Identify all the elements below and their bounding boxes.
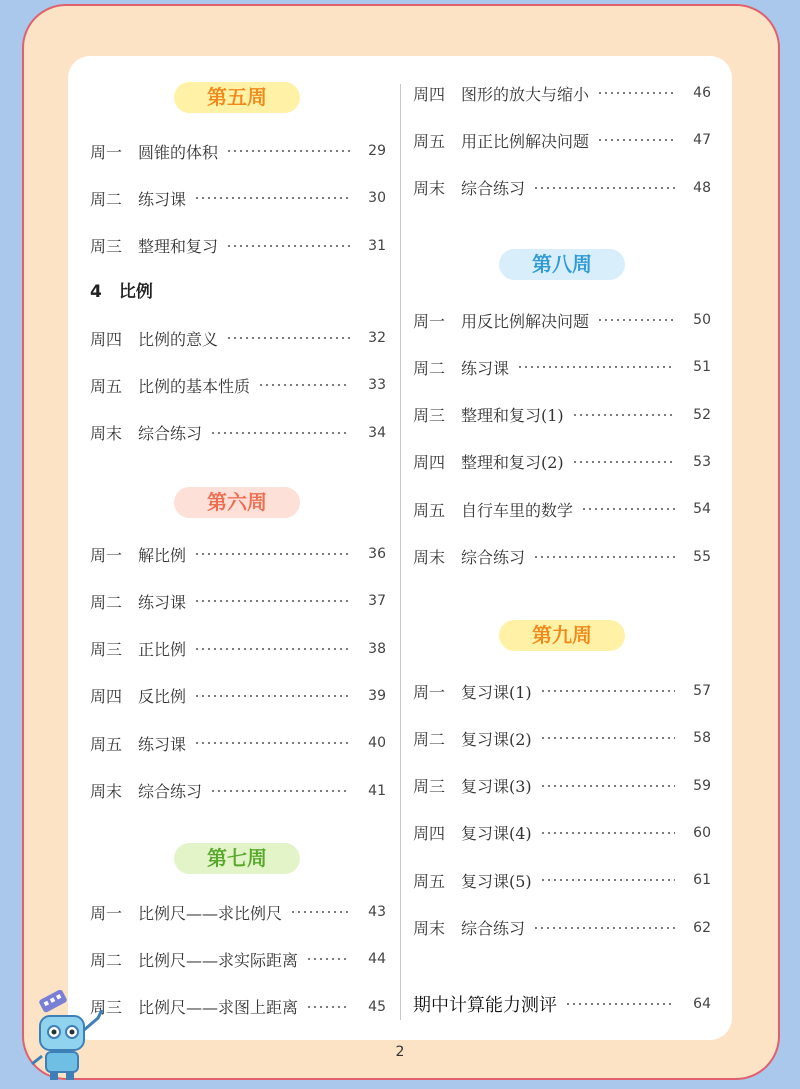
row-topic: 图形的放大与缩小 <box>461 84 590 104</box>
row-page: 45 <box>368 998 386 1015</box>
row-day: 周五 <box>90 376 123 396</box>
row-topic: 比例的意义 <box>138 329 219 349</box>
row-page: 32 <box>368 330 386 346</box>
toc-row[interactable] <box>413 354 711 380</box>
row-day: 周三 <box>90 640 123 660</box>
row-page: 47 <box>693 132 711 149</box>
toc-row[interactable] <box>90 730 386 756</box>
row-topic: 复习课(3) <box>461 777 532 797</box>
row-page: 44 <box>368 951 386 968</box>
toc-row[interactable] <box>90 325 386 351</box>
toc-row[interactable] <box>90 899 386 925</box>
row-day: 周四 <box>90 687 123 707</box>
leader-dots <box>306 958 350 960</box>
row-day: 周末 <box>413 548 446 567</box>
row-day: 周四 <box>413 824 446 844</box>
leader-dots <box>290 911 350 913</box>
row-day: 周末 <box>413 919 446 938</box>
leader-dots <box>597 139 675 141</box>
row-day: 周二 <box>413 729 446 749</box>
leader-dots <box>194 553 350 555</box>
leader-dots <box>581 508 675 510</box>
row-topic: 比例尺——求图上距离 <box>138 998 299 1018</box>
row-page: 64 <box>693 996 711 1012</box>
leader-dots <box>540 879 675 881</box>
row-day: 周三 <box>413 406 446 426</box>
row-topic: 整理和复习(1) <box>461 406 564 426</box>
toc-row[interactable] <box>90 138 386 164</box>
row-page: 40 <box>368 735 386 752</box>
row-page: 58 <box>693 730 711 747</box>
row-topic: 练习课 <box>138 189 187 209</box>
row-page: 38 <box>368 640 386 657</box>
toc-row[interactable] <box>90 372 386 398</box>
row-topic: 用正比例解决问题 <box>461 131 590 151</box>
row-topic: 圆锥的体积 <box>138 142 219 162</box>
row-page: 31 <box>368 237 386 254</box>
toc-row[interactable] <box>413 449 711 475</box>
row-page: 57 <box>693 683 711 699</box>
row-topic: 复习课(4) <box>461 824 532 844</box>
toc-row[interactable] <box>413 915 711 941</box>
row-day: 周一 <box>90 545 123 565</box>
toc-row[interactable] <box>413 725 711 751</box>
row-page: 53 <box>693 453 711 470</box>
week6-badge: 第六周 <box>174 487 300 518</box>
row-day: 周四 <box>413 453 446 473</box>
row-page: 37 <box>368 593 386 610</box>
row-page: 50 <box>693 312 711 328</box>
row-day: 周一 <box>90 142 123 162</box>
toc-row[interactable] <box>90 946 386 972</box>
leader-dots <box>597 92 675 94</box>
row-topic: 期中计算能力测评 <box>413 995 557 1016</box>
leader-dots <box>572 461 675 463</box>
toc-row[interactable] <box>413 175 711 201</box>
leader-dots <box>226 245 350 247</box>
toc-row[interactable] <box>413 402 711 428</box>
row-topic: 综合练习 <box>461 919 526 938</box>
leader-dots <box>517 366 675 368</box>
row-page: 59 <box>693 777 711 794</box>
toc-row[interactable] <box>413 80 711 106</box>
row-day: 周末 <box>90 782 123 801</box>
toc-row[interactable] <box>90 185 386 211</box>
leader-dots <box>540 737 675 739</box>
toc-row[interactable] <box>413 773 711 799</box>
leader-dots <box>572 414 675 416</box>
row-topic: 自行车里的数学 <box>461 500 574 520</box>
unit4-heading: 4 比例 <box>90 282 153 302</box>
leader-dots <box>540 832 675 834</box>
toc-row[interactable] <box>90 420 386 446</box>
row-topic: 复习课(5) <box>461 871 532 891</box>
toc-row[interactable] <box>413 307 711 333</box>
row-day: 周二 <box>90 950 123 970</box>
row-page: 41 <box>368 782 386 799</box>
row-day: 周二 <box>413 358 446 378</box>
leader-dots <box>194 695 350 697</box>
row-page: 39 <box>368 687 386 704</box>
leader-dots <box>533 556 675 558</box>
toc-row[interactable] <box>413 867 711 893</box>
row-topic: 综合练习 <box>461 179 526 199</box>
row-topic: 复习课(2) <box>461 729 532 749</box>
row-page: 36 <box>368 546 386 562</box>
row-page: 54 <box>693 501 711 518</box>
toc-row[interactable] <box>90 778 386 804</box>
row-page: 33 <box>368 377 386 394</box>
row-topic: 复习课(1) <box>461 682 532 702</box>
row-topic: 综合练习 <box>138 782 203 801</box>
row-day: 周二 <box>90 189 123 209</box>
row-topic: 正比例 <box>138 640 187 660</box>
toc-row[interactable] <box>413 127 711 153</box>
week7-badge: 第七周 <box>174 843 300 874</box>
leader-dots <box>306 1006 350 1008</box>
leader-dots <box>194 648 350 650</box>
row-day: 周三 <box>413 777 446 797</box>
row-topic: 综合练习 <box>461 548 526 567</box>
week8-badge: 第八周 <box>499 249 625 280</box>
row-day: 周五 <box>413 500 446 520</box>
leader-dots <box>226 150 350 152</box>
row-day: 周一 <box>413 682 446 702</box>
row-page: 61 <box>693 872 711 889</box>
leader-dots <box>258 384 350 386</box>
toc-row[interactable] <box>413 496 711 522</box>
week5-badge: 第五周 <box>174 82 300 113</box>
week9-badge: 第九周 <box>499 620 625 651</box>
row-page: 46 <box>693 85 711 101</box>
toc-row[interactable] <box>90 233 386 259</box>
row-topic: 练习课 <box>138 734 187 754</box>
row-page: 29 <box>368 143 386 159</box>
toc-row[interactable] <box>413 678 711 704</box>
row-topic: 整理和复习(2) <box>461 453 564 473</box>
row-day: 周末 <box>413 179 446 199</box>
row-topic: 比例尺——求实际距离 <box>138 950 299 970</box>
row-day: 周三 <box>90 237 123 257</box>
row-day: 周四 <box>90 329 123 349</box>
row-topic: 整理和复习 <box>138 237 219 257</box>
leader-dots <box>533 927 675 929</box>
row-page: 52 <box>693 406 711 423</box>
leader-dots <box>210 790 350 792</box>
row-day: 周二 <box>90 592 123 612</box>
row-topic: 练习课 <box>461 358 510 378</box>
toc-row[interactable] <box>90 994 386 1020</box>
row-page: 55 <box>693 548 711 565</box>
leader-dots <box>226 337 350 339</box>
row-page: 62 <box>693 919 711 936</box>
leader-dots <box>194 742 350 744</box>
midterm-row[interactable] <box>413 991 711 1017</box>
row-day: 周四 <box>413 84 446 104</box>
row-day: 周五 <box>413 871 446 891</box>
toc-row[interactable] <box>413 544 711 570</box>
row-topic: 用反比例解决问题 <box>461 311 590 331</box>
row-topic: 练习课 <box>138 592 187 612</box>
row-page: 43 <box>368 904 386 920</box>
toc-row[interactable] <box>90 588 386 614</box>
leader-dots <box>533 187 675 189</box>
row-page: 30 <box>368 190 386 207</box>
leader-dots <box>597 319 675 321</box>
row-page: 51 <box>693 359 711 376</box>
leader-dots <box>194 600 350 602</box>
row-day: 周三 <box>90 998 123 1018</box>
row-day: 周五 <box>90 734 123 754</box>
leader-dots <box>540 690 675 692</box>
row-day: 周一 <box>413 311 446 331</box>
toc-row[interactable] <box>90 636 386 662</box>
page-number: 2 <box>395 1044 405 1060</box>
row-day: 周一 <box>90 903 123 923</box>
leader-dots <box>194 197 350 199</box>
row-day: 周五 <box>413 131 446 151</box>
leader-dots <box>540 785 675 787</box>
row-topic: 解比例 <box>138 545 187 565</box>
robot-mascot-icon <box>26 990 110 1082</box>
row-page: 34 <box>368 424 386 441</box>
row-topic: 比例的基本性质 <box>138 376 251 396</box>
column-divider <box>400 84 401 1020</box>
leader-dots <box>565 1003 675 1005</box>
row-topic: 综合练习 <box>138 424 203 444</box>
leader-dots <box>210 432 350 434</box>
toc-row[interactable] <box>90 541 386 567</box>
row-page: 60 <box>693 824 711 841</box>
toc-row[interactable] <box>90 683 386 709</box>
row-page: 48 <box>693 179 711 196</box>
row-day: 周末 <box>90 424 123 444</box>
row-topic: 比例尺——求比例尺 <box>138 903 283 923</box>
toc-row[interactable] <box>413 820 711 846</box>
row-topic: 反比例 <box>138 687 187 707</box>
